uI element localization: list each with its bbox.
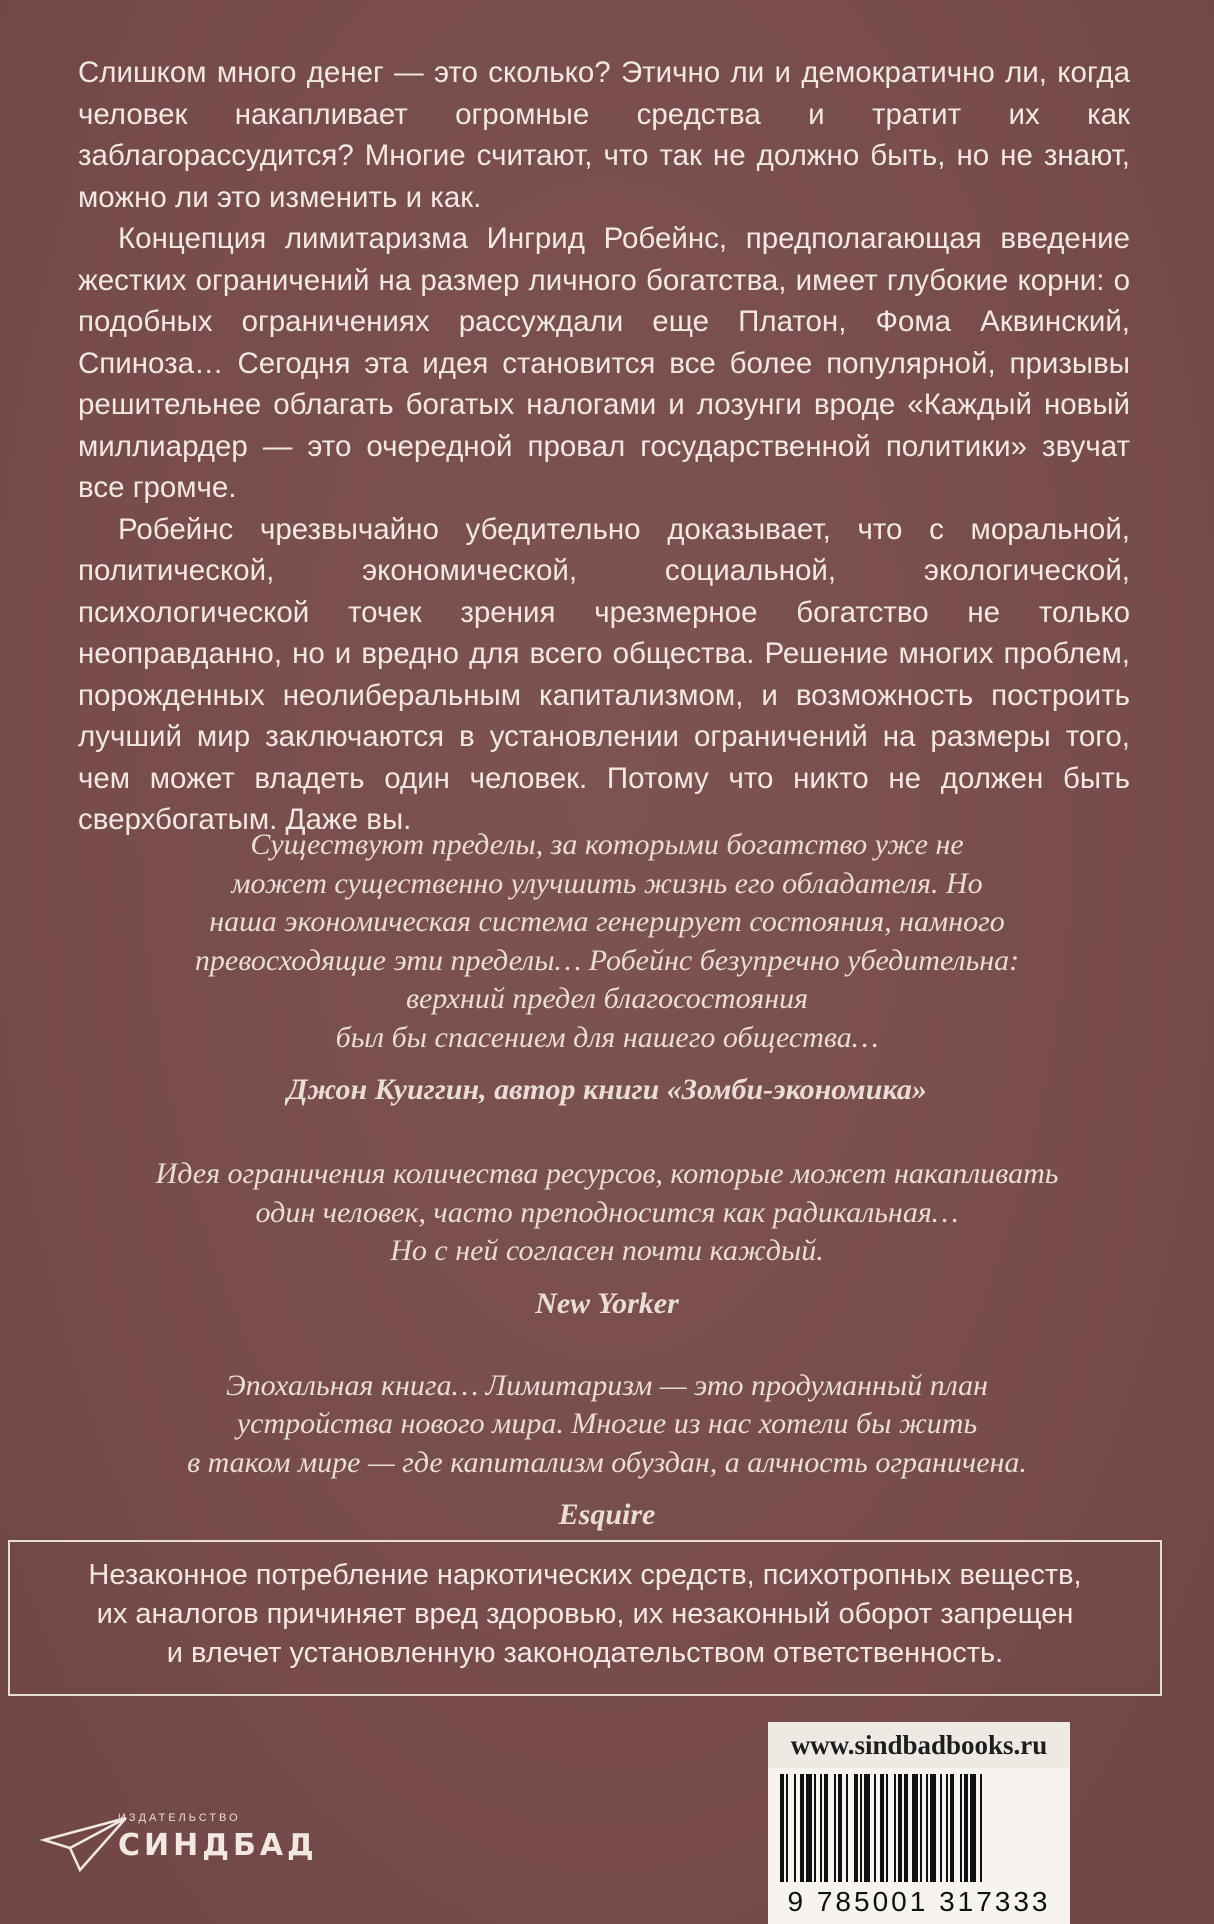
publisher-logo: [40, 1800, 320, 1890]
barcode-bar: [970, 1774, 976, 1882]
barcode-bar: [912, 1774, 918, 1882]
publisher-label: ИЗДАТЕЛЬСТВО: [118, 1812, 241, 1824]
barcode-bar: [886, 1774, 888, 1882]
barcode-bar: [930, 1774, 936, 1882]
barcode-bar: [864, 1774, 870, 1882]
barcode-bar: [834, 1774, 836, 1882]
barcode-bar: [806, 1774, 812, 1882]
quote-text: Эпохальная книга… Лимитаризм — это продуманный план устройства нового мира. Многие из нас хотели бы жить в таком мире — где капитализм обуздан, а алчность ограничена.: [187, 1368, 1027, 1479]
barcode-bar: [980, 1774, 982, 1882]
blurb-paragraph-1: Слишком много денег — это сколько? Этично ли и демократично ли, когда человек накапливает огромные средства и тратит их как заблагорассудится? Многие считают, что так не должно быть, но не знают, можно ли это изменить и как.: [78, 56, 1130, 214]
barcode-bar: [824, 1774, 828, 1882]
barcode-bar: [860, 1774, 862, 1882]
barcode-bar: [800, 1774, 804, 1882]
barcode-bar: [898, 1774, 902, 1882]
review-quote-3: [60, 1367, 1154, 1535]
barcode-bar: [904, 1774, 908, 1882]
isbn-barcode: [768, 1768, 1070, 1924]
publisher-name: СИНДБАД: [118, 1828, 318, 1863]
barcode-bar: [846, 1774, 848, 1882]
barcode-icon: [778, 1774, 1060, 1886]
paper-plane-logo-icon: [40, 1800, 130, 1880]
review-quote-2: [60, 1155, 1154, 1323]
blurb-paragraph-3: Робейнс чрезвычайно убедительно доказывает, что с моральной, политической, экономической, социальной, экологической, психологической точек зрения чрезмерное богатство не только неоправданно, но и вредно для всего общества. Решение многих проблем, порожденных неолиберальным капитализмом, и возможность построить лучший мир заключаются в установлении ограничений на размеры того, чем может владеть один человек. Потому что никто не должен быть сверхбогатым. Даже вы.: [78, 512, 1130, 836]
barcode-bar: [786, 1774, 788, 1882]
barcode-bar: [964, 1774, 968, 1882]
barcode-bar: [780, 1774, 784, 1882]
barcode-bar: [854, 1774, 858, 1882]
quote-source: Esquire: [558, 1498, 656, 1531]
isbn-number: 9 785001 317333: [787, 1886, 1051, 1917]
blurb-text: [78, 52, 1130, 841]
barcode-bar: [874, 1774, 876, 1882]
website-url: www.sindbadbooks.ru: [768, 1722, 1070, 1768]
barcode-bar: [950, 1774, 954, 1882]
quote-source: New Yorker: [535, 1286, 679, 1320]
barcode-bar: [894, 1774, 896, 1882]
barcode-bar: [794, 1774, 796, 1882]
barcode-bar: [920, 1774, 922, 1882]
barcode-bar: [820, 1774, 822, 1882]
blurb-paragraph-2: Концепция лимитаризма Ингрид Робейнс, предполагающая введение жестких ограничений на размер личного богатства, имеет глубокие корни: о подобных ограничениях рассуждали еще Платон, Фома Аквинский, Спиноза… Сегодня эта идея становится все более популярной, призывы решительнее облагать богатых налогами и лозунги вроде «Каждый новый миллиардер — это очередной провал государственной политики» звучат все громче.: [78, 222, 1130, 504]
warning-line: и влечет установленную законодательством ответственность.: [166, 1637, 1004, 1669]
barcode-bar: [940, 1774, 942, 1882]
quote-text: Существуют пределы, за которыми богатство уже не может существенно улучшить жизнь его обладателя. Но наша экономическая система генерирует состояния, намного превосходящие эти пределы… Робейнс безупречно убедительна: верхний предел благосостояния был бы спасением для нашего общества…: [194, 828, 1020, 1054]
barcode-bar: [838, 1774, 842, 1882]
barcode-bar: [960, 1774, 962, 1882]
barcode-bar: [880, 1774, 884, 1882]
barcode-bar: [814, 1774, 816, 1882]
warning-line: Незаконное потребление наркотических средств, психотропных веществ,: [88, 1559, 1082, 1591]
quote-source: Джон Куиггин, автор книги «Зомби-экономика»: [287, 1073, 927, 1106]
warning-line: их аналогов причиняет вред здоровью, их незаконный оборот запрещен: [96, 1598, 1074, 1630]
review-quotes: [60, 826, 1154, 1564]
barcode-bar: [926, 1774, 928, 1882]
legal-warning-box: [8, 1540, 1162, 1696]
barcode-bar: [946, 1774, 948, 1882]
quote-text: Идея ограничения количества ресурсов, которые может накапливать один человек, часто преподносится как радикальная… Но с ней согласен почти каждый.: [155, 1157, 1059, 1267]
review-quote-1: [60, 826, 1154, 1109]
